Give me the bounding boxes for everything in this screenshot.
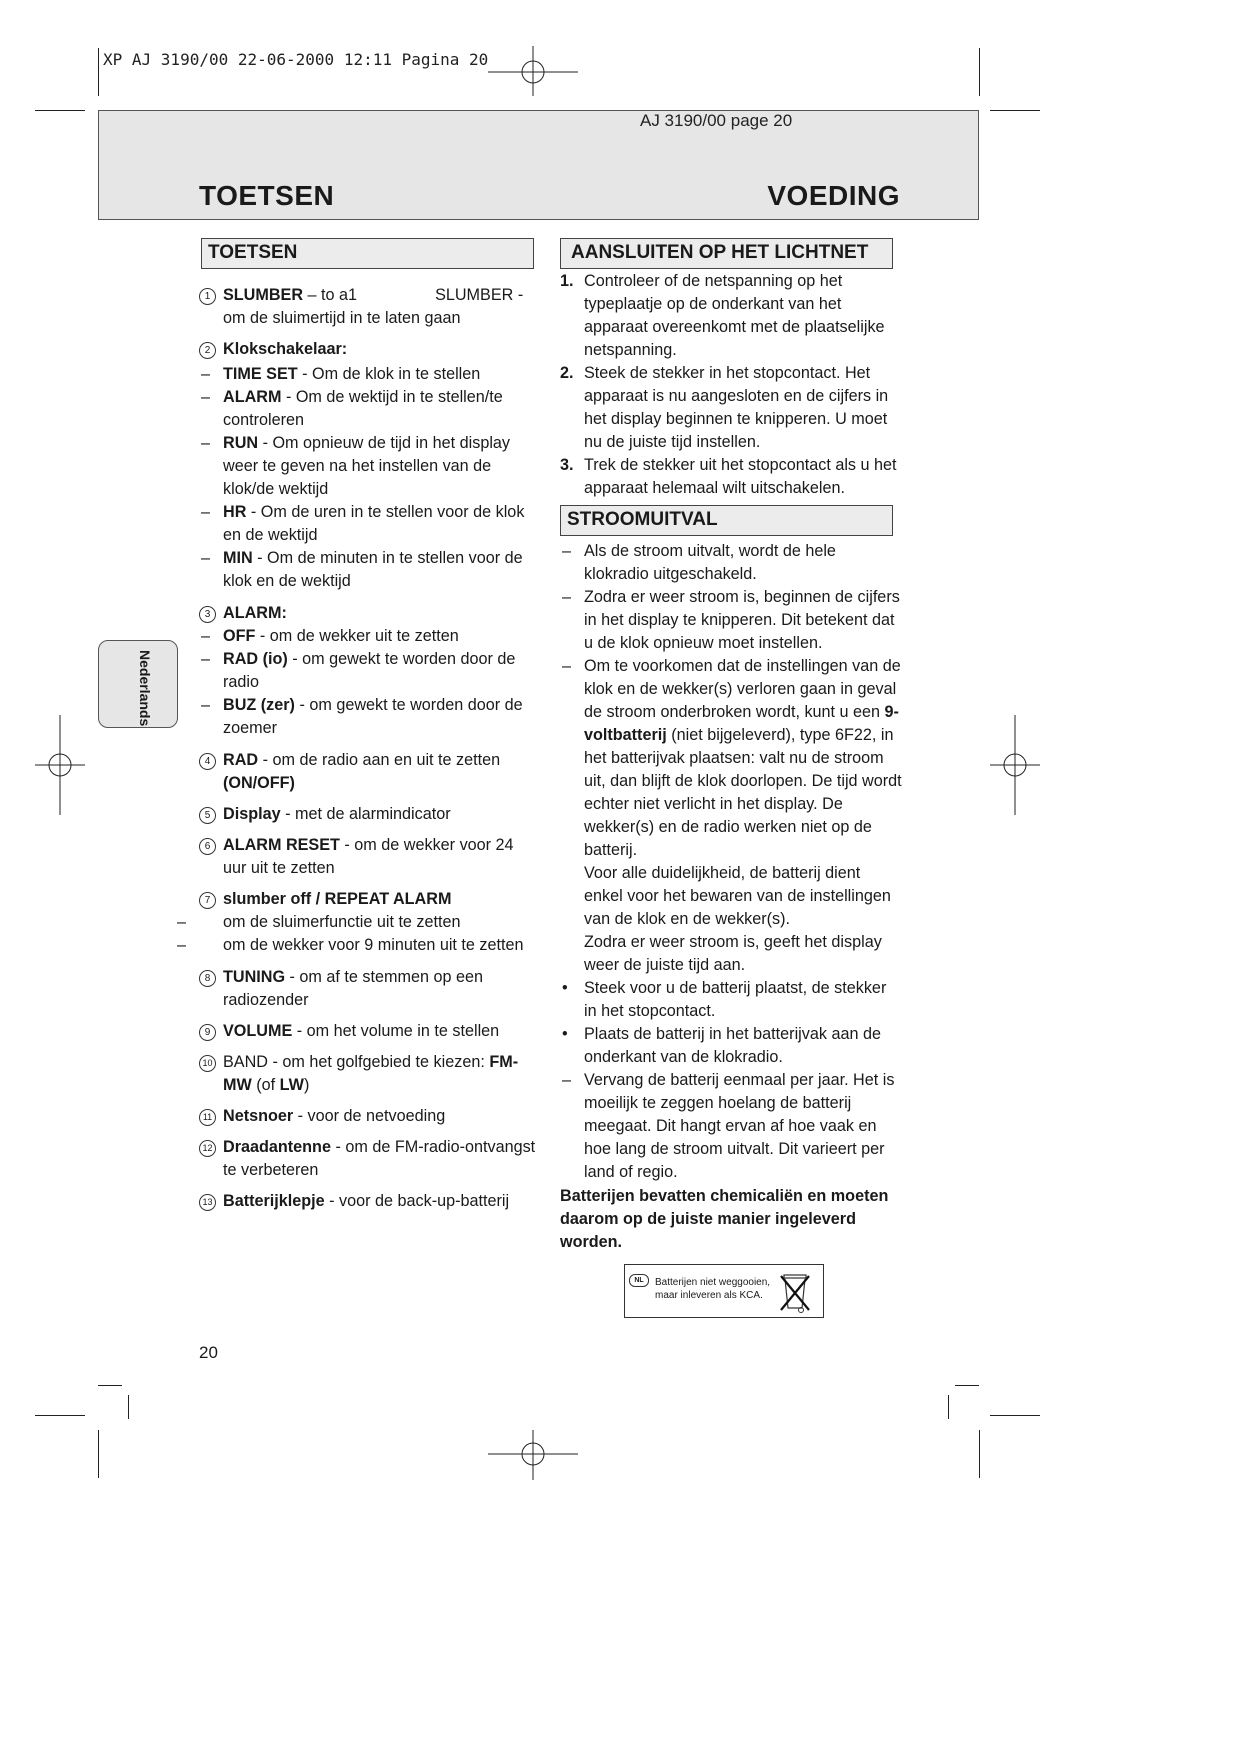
right-column-outage — [560, 540, 902, 1254]
item-number: 11 — [199, 1109, 216, 1126]
page-title-right: VOEDING — [767, 180, 900, 211]
item-number: 8 — [199, 970, 216, 987]
right-column-steps — [560, 270, 902, 500]
registration-mark-icon — [488, 1430, 578, 1480]
list-item: 9 VOLUME - om het volume in te stellen — [199, 1020, 539, 1043]
item-number: 7 — [199, 892, 216, 909]
crop-mark — [955, 1385, 979, 1386]
battery-warning: Batterijen bevatten chemicaliën en moeten daarom op de juiste manier ingeleverd worden. — [560, 1187, 889, 1251]
list-item: 10 BAND - om het golfgebied te kiezen: FM-MW (of LW) — [199, 1051, 539, 1097]
sub-item: – om de sluimerfunctie uit te zetten — [177, 913, 461, 931]
crop-mark — [979, 1430, 980, 1478]
step-item: 3. Trek de stekker uit het stopcontact als u het apparaat helemaal wilt uitschakelen. — [560, 456, 897, 497]
item-number: 12 — [199, 1140, 216, 1157]
step-item: 1. Controleer of de netspanning op het typeplaatje op de onderkant van het apparaat overeenkomt met de plaatselijke netspanning. — [560, 272, 885, 359]
crop-mark — [948, 1395, 949, 1419]
list-item: 6 ALARM RESET - om de wekker voor 24 uur uit te zetten — [199, 834, 539, 880]
list-item: 1 SLUMBER – to a1 SLUMBER - om de sluimertijd in te laten gaan — [199, 284, 539, 330]
kca-notice-box — [624, 1264, 824, 1318]
language-tab-label: Nederlands — [137, 650, 153, 727]
sub-item: – om de wekker voor 9 minuten uit te zetten — [177, 936, 524, 954]
dash-item: – Als de stroom uitvalt, wordt de hele klokradio uitgeschakeld. — [562, 542, 836, 583]
list-item: 4 RAD - om de radio aan en uit te zetten (ON/OFF) — [199, 749, 539, 795]
right-section-heading-1 — [560, 238, 893, 269]
dash-item: – Om te voorkomen dat de instellingen van de klok en de wekker(s) verloren gaan in geval de stroom onderbroken wordt, kunt u een 9-voltbatterij (niet bijgeleverd), type 6F22, in het batterijvak plaatsen: valt nu de stroom uit, dan blijft de klok doorlopen. De tijd wordt echter niet verlicht in het display. De wekker(s) en de radio werken niet op de batterij. Voor alle duidelijkheid, de batterij dient enkel voor het bewaren van de instellingen van de klok en de wekker(s). Zodra er weer stroom is, geeft het display weer de juiste tijd aan. — [562, 657, 902, 974]
sub-item: – HR - Om de uren in te stellen voor de klok en de wektijd — [201, 503, 525, 544]
sub-item: – RAD (io) - om gewekt te worden door de radio — [201, 650, 516, 691]
list-item: 8 TUNING - om af te stemmen op een radiozender — [199, 966, 539, 1012]
page-number: 20 — [199, 1343, 218, 1362]
crop-mark — [128, 1395, 129, 1419]
item-number: 5 — [199, 807, 216, 824]
item-number: 1 — [199, 288, 216, 305]
page-reference: AJ 3190/00 page 20 — [640, 111, 793, 130]
right-section-heading-2 — [560, 505, 893, 536]
crop-mark — [979, 48, 980, 96]
sub-item: – TIME SET - Om de klok in te stellen — [201, 365, 481, 383]
left-column — [177, 284, 539, 1221]
crop-mark — [990, 110, 1040, 111]
registration-mark-icon — [990, 715, 1040, 815]
sub-item: – OFF - om de wekker uit te zetten — [201, 627, 459, 645]
dash-item: – Vervang de batterij eenmaal per jaar. Het is moeilijk te zeggen hoelang de batterij meegaat. Dit hangt ervan af hoe vaak en hoe lang de stroom uitvalt. Dit varieert per land of regio. — [562, 1071, 895, 1181]
crop-mark — [98, 1385, 122, 1386]
item-number: 6 — [199, 838, 216, 855]
dash-item: – Zodra er weer stroom is, beginnen de cijfers in het display te knipperen. Dit betekent dat u de klok opnieuw moet instellen. — [562, 588, 900, 652]
list-item: 11 Netsnoer - voor de netvoeding — [199, 1105, 539, 1128]
sub-item: – ALARM - Om de wektijd in te stellen/te controleren — [201, 388, 503, 429]
crop-mark — [35, 110, 85, 111]
crop-mark — [990, 1415, 1040, 1416]
item-number: 9 — [199, 1024, 216, 1041]
list-item: 13 Batterijklepje - voor de back-up-batterij — [199, 1190, 539, 1213]
list-item: 3 ALARM: — [199, 602, 539, 625]
toetsen-heading: TOETSEN — [201, 238, 534, 269]
list-item: 5 Display - met de alarmindicator — [199, 803, 539, 826]
kca-text: Batterijen niet weggooien, maar inleveren als KCA. — [655, 1277, 771, 1301]
aansluiten-heading: AANSLUITEN OP HET LICHTNET — [560, 238, 893, 269]
item-number: 3 — [199, 606, 216, 623]
bullet-item: • Plaats de batterij in het batterijvak aan de onderkant van de klokradio. — [562, 1025, 881, 1066]
registration-mark-icon — [35, 715, 85, 815]
page-title-left: TOETSEN — [199, 180, 335, 211]
left-section-heading — [201, 238, 534, 269]
list-item: 7 slumber off / REPEAT ALARM — [199, 888, 539, 911]
registration-mark-icon — [488, 46, 578, 96]
print-header: XP AJ 3190/00 22-06-2000 12:11 Pagina 20 — [103, 50, 489, 69]
sub-item: – RUN - Om opnieuw de tijd in het display weer te geven na het instellen van de klok/de wektijd — [201, 434, 511, 498]
crop-mark — [98, 48, 99, 96]
item-number: 10 — [199, 1055, 216, 1072]
item-number: 2 — [199, 342, 216, 359]
bullet-item: • Steek voor u de batterij plaatst, de stekker in het stopcontact. — [562, 979, 887, 1020]
nl-badge: NL — [629, 1274, 649, 1287]
item-number: 4 — [199, 753, 216, 770]
list-item: 12 Draadantenne - om de FM-radio-ontvangst te verbeteren — [199, 1136, 539, 1182]
sub-item: – MIN - Om de minuten in te stellen voor de klok en de wektijd — [201, 549, 523, 590]
step-item: 2. Steek de stekker in het stopcontact. Het apparaat is nu aangesloten en de cijfers in het display beginnen te knipperen. U moet nu de juiste tijd instellen. — [560, 364, 889, 451]
stroomuitval-heading: STROOMUITVAL — [560, 505, 893, 536]
crop-mark — [98, 1430, 99, 1478]
item-number: 13 — [199, 1194, 216, 1211]
sub-item: – BUZ (zer) - om gewekt te worden door de zoemer — [201, 696, 523, 737]
crop-mark — [35, 1415, 85, 1416]
crossed-bin-icon — [777, 1270, 813, 1314]
list-item: 2 Klokschakelaar: — [199, 338, 539, 361]
